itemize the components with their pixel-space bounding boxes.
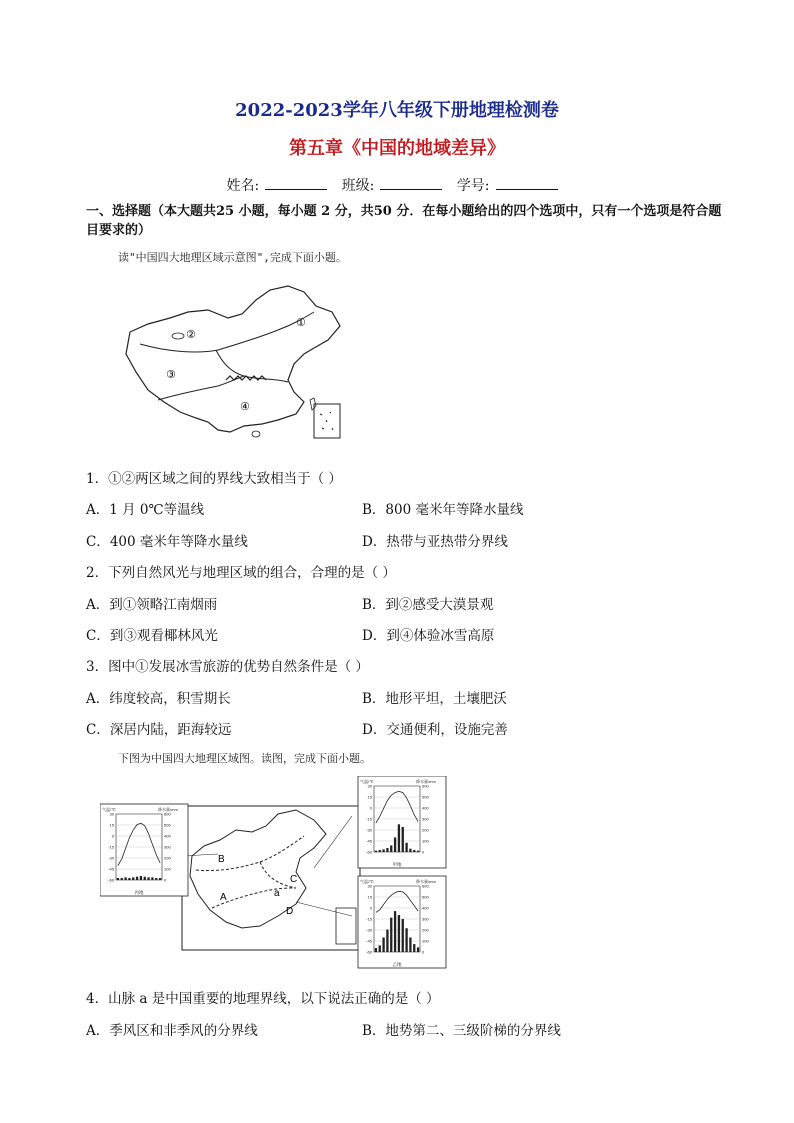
precip-bar xyxy=(413,850,415,852)
q3-option-c[interactable]: C．深居内陆，距海较远 xyxy=(86,722,232,738)
chart-location-name: 丙地 xyxy=(134,890,144,895)
precip-bar xyxy=(398,824,400,852)
precip-bar xyxy=(390,845,392,852)
temp-tick: 15 xyxy=(367,794,372,800)
axis-label-precip: 降水量/mm xyxy=(416,779,436,784)
axis-label-temp: 气温/℃ xyxy=(360,779,374,784)
temp-tick: 0 xyxy=(369,805,372,811)
precip-bar xyxy=(409,849,411,852)
climate-chart-bing xyxy=(100,804,188,896)
mountain-label-a: a xyxy=(274,888,280,899)
precip-bar xyxy=(132,877,134,880)
precip-tick: 500 xyxy=(422,894,429,900)
precip-bar xyxy=(375,851,377,852)
section-heading: 一、选择题（本大题共25 小题，每小题 2 分，共50 分．在每小题给出的四个选项中，只有一个选项是符合题目要求的） xyxy=(86,204,722,238)
id-label: 学号: xyxy=(456,178,490,194)
precip-bar xyxy=(402,919,404,952)
temp-tick: 15 xyxy=(367,894,372,900)
precip-tick: 200 xyxy=(422,827,429,833)
climate-chart-yi xyxy=(358,876,446,968)
precip-tick: 300 xyxy=(164,844,171,850)
precip-bar xyxy=(379,850,381,852)
precip-tick: 0 xyxy=(164,877,167,883)
precip-tick: 300 xyxy=(422,816,429,822)
name-label: 姓名: xyxy=(226,178,260,194)
region-label-3: ③ xyxy=(166,369,176,381)
temp-tick: -15 xyxy=(366,916,372,922)
axis-label-temp: 气温/℃ xyxy=(102,807,116,812)
precip-tick: 500 xyxy=(164,822,171,828)
precip-tick: 600 xyxy=(422,883,429,889)
temp-tick: 30 xyxy=(109,811,114,817)
lake-mark xyxy=(172,333,184,339)
class-blank[interactable] xyxy=(380,175,442,190)
region-label-c: C xyxy=(290,874,298,885)
region-label-d: D xyxy=(286,906,294,917)
precip-bar xyxy=(417,947,419,952)
region-label-4: ④ xyxy=(240,401,250,413)
temp-tick: -30 xyxy=(366,827,372,833)
temp-tick: -30 xyxy=(108,855,114,861)
precip-bar xyxy=(402,827,404,852)
precip-bar xyxy=(398,915,400,952)
temp-tick: 15 xyxy=(109,822,114,828)
chapter-subtitle: 第五章《中国的地域差异》 xyxy=(289,138,505,159)
china-regions-map-2 xyxy=(100,776,450,976)
q3-option-d[interactable]: D．交通便利，设施完善 xyxy=(362,722,508,738)
precip-bar xyxy=(124,877,126,880)
intro-text-1: 读"中国四大地理区域示意图",完成下面小题。 xyxy=(118,251,347,264)
precip-bar xyxy=(417,851,419,852)
precip-bar xyxy=(136,877,138,880)
temp-tick: -60 xyxy=(108,877,114,883)
axis-label-precip: 降水量/mm xyxy=(158,807,178,812)
q1-option-a[interactable]: A．1 月 0℃等温线 xyxy=(86,502,205,518)
precip-bar xyxy=(144,877,146,880)
precip-bar xyxy=(151,877,153,880)
temp-tick: -60 xyxy=(366,849,372,855)
temp-tick: -15 xyxy=(366,816,372,822)
precip-tick: 0 xyxy=(422,949,425,955)
axis-label-temp: 气温/℃ xyxy=(360,879,374,884)
region-label-b: B xyxy=(218,854,225,865)
q2-option-b[interactable]: B．到②感受大漠景观 xyxy=(362,597,494,613)
precip-tick: 100 xyxy=(422,838,429,844)
qinling-mountain-mark xyxy=(226,376,266,380)
precip-bar xyxy=(128,878,130,880)
precip-bar xyxy=(386,930,388,952)
precip-bar xyxy=(390,918,392,952)
class-label: 班级: xyxy=(341,178,375,194)
precip-tick: 300 xyxy=(422,916,429,922)
region-label-1: ① xyxy=(296,317,306,329)
q2-option-d[interactable]: D．到④体验冰雪高原 xyxy=(362,628,495,644)
chart-location-name: 甲地 xyxy=(392,862,402,867)
precip-bar xyxy=(121,878,123,880)
precip-bar xyxy=(140,876,142,880)
precip-bar xyxy=(147,877,149,880)
precip-tick: 600 xyxy=(422,783,429,789)
precip-tick: 400 xyxy=(422,805,429,811)
precip-tick: 100 xyxy=(422,938,429,944)
question-3-stem: 3．图中①发展冰雪旅游的优势自然条件是（ ） xyxy=(86,659,369,675)
precip-bar xyxy=(386,848,388,852)
temp-tick: -60 xyxy=(366,949,372,955)
climate-chart-jia xyxy=(358,776,446,868)
precip-tick: 100 xyxy=(164,866,171,872)
precip-bar xyxy=(379,945,381,952)
temp-tick: 30 xyxy=(367,883,372,889)
intro-text-2: 下图为中国四大地理区域图。读图，完成下面小题。 xyxy=(118,752,371,765)
precip-bar xyxy=(155,878,157,880)
precip-tick: 200 xyxy=(422,927,429,933)
precip-tick: 400 xyxy=(164,833,171,839)
q4-option-a[interactable]: A．季风区和非季风的分界线 xyxy=(86,1023,258,1039)
question-1-stem: 1．①②两区域之间的界线大致相当于（ ） xyxy=(86,471,342,487)
precip-tick: 500 xyxy=(422,794,429,800)
id-blank[interactable] xyxy=(496,175,558,190)
precip-bar xyxy=(382,849,384,852)
page-title: 2022-2023学年八年级下册地理检测卷 xyxy=(235,100,559,121)
precip-bar xyxy=(394,911,396,952)
q2-option-a[interactable]: A．到①领略江南烟雨 xyxy=(86,597,218,613)
precip-bar xyxy=(375,948,377,952)
precip-bar xyxy=(405,843,407,852)
q3-option-a[interactable]: A．纬度较高，积雪期长 xyxy=(86,691,231,707)
china-regions-map-1 xyxy=(118,282,350,454)
q3-option-b[interactable]: B．地形平坦，土壤肥沃 xyxy=(362,691,507,707)
precip-bar xyxy=(394,837,396,852)
temp-tick: 30 xyxy=(367,783,372,789)
temp-tick: -15 xyxy=(108,844,114,850)
precip-tick: 600 xyxy=(164,811,171,817)
precip-bar xyxy=(382,937,384,952)
q1-option-b[interactable]: B．800 毫米年等降水量线 xyxy=(362,502,524,518)
precip-bar xyxy=(413,944,415,952)
china-outline xyxy=(126,286,340,432)
question-2-stem: 2．下列自然风光与地理区域的组合，合理的是（ ） xyxy=(86,565,396,581)
region-label-a: A xyxy=(220,892,227,903)
precip-tick: 200 xyxy=(164,855,171,861)
temp-tick: -45 xyxy=(108,866,114,872)
hainan-mark xyxy=(252,431,260,437)
precip-bar xyxy=(159,878,161,880)
chart-location-name: 乙地 xyxy=(392,962,402,967)
map-frame xyxy=(182,806,360,950)
student-info xyxy=(0,175,794,195)
q1-option-d[interactable]: D．热带与亚热带分界线 xyxy=(362,534,508,550)
q1-option-c[interactable]: C．400 毫米年等降水量线 xyxy=(86,534,248,550)
temp-tick: -30 xyxy=(366,927,372,933)
precip-bar xyxy=(409,937,411,952)
precip-bar xyxy=(405,928,407,952)
q2-option-c[interactable]: C．到③观看椰林风光 xyxy=(86,628,218,644)
temp-tick: -45 xyxy=(366,838,372,844)
temp-tick: 0 xyxy=(369,905,372,911)
region-label-2: ② xyxy=(186,329,196,341)
precip-tick: 0 xyxy=(422,849,425,855)
name-blank[interactable] xyxy=(265,175,327,190)
precip-bar xyxy=(117,878,119,880)
q4-option-b[interactable]: B．地势第二、三级阶梯的分界线 xyxy=(362,1023,561,1039)
axis-label-precip: 降水量/mm xyxy=(416,879,436,884)
temp-tick: -45 xyxy=(366,938,372,944)
precip-tick: 400 xyxy=(422,905,429,911)
question-4-stem: 4．山脉 a 是中国重要的地理界线，以下说法正确的是（ ） xyxy=(86,991,440,1007)
temp-tick: 0 xyxy=(111,833,114,839)
